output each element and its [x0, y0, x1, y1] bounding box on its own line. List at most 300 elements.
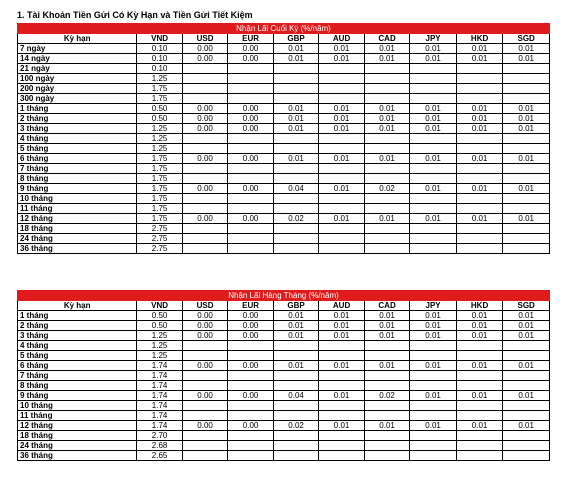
rate-cell: 0.00	[228, 321, 274, 331]
rate-cell	[456, 74, 503, 84]
term-cell: 10 tháng	[18, 401, 137, 411]
table-row	[18, 371, 550, 381]
rate-cell: 0.02	[364, 391, 410, 401]
rate-cell	[503, 224, 550, 234]
column-header: VND	[137, 34, 183, 44]
term-cell: 7 tháng	[18, 371, 137, 381]
table-row	[18, 74, 550, 84]
rate-cell	[228, 144, 274, 154]
rate-cell: 1.75	[137, 84, 183, 94]
rate-cell	[228, 164, 274, 174]
rate-cell	[456, 84, 503, 94]
rate-cell	[410, 144, 457, 154]
rate-cell: 0.01	[273, 54, 319, 64]
rate-cell: 1.25	[137, 341, 183, 351]
rate-cell: 0.01	[503, 214, 550, 224]
term-cell: 21 ngày	[18, 64, 137, 74]
rate-cell	[182, 431, 228, 441]
table-band-title: Nhận Lãi Cuối Kỳ (%/năm)	[18, 24, 550, 34]
rate-cell	[456, 164, 503, 174]
rate-cell: 0.01	[503, 184, 550, 194]
rate-cell	[456, 194, 503, 204]
rate-cell	[364, 341, 410, 351]
rate-cell	[364, 64, 410, 74]
rate-cell	[319, 64, 365, 74]
rate-cell: 1.25	[137, 74, 183, 84]
rate-cell: 1.75	[137, 174, 183, 184]
rate-cell	[319, 74, 365, 84]
rate-cell	[456, 204, 503, 214]
rate-cell	[364, 451, 410, 461]
rate-cell: 0.00	[182, 321, 228, 331]
rates-table-monthly	[17, 290, 550, 461]
rate-cell	[319, 164, 365, 174]
rate-cell	[182, 371, 228, 381]
table-row	[18, 421, 550, 431]
rate-cell	[273, 164, 319, 174]
rate-cell: 0.50	[137, 114, 183, 124]
rate-cell: 0.01	[410, 114, 457, 124]
rate-cell	[410, 84, 457, 94]
table-row	[18, 54, 550, 64]
rate-cell: 0.01	[503, 44, 550, 54]
rate-cell: 0.01	[456, 214, 503, 224]
rate-cell	[503, 194, 550, 204]
table-row	[18, 451, 550, 461]
rate-cell: 0.00	[228, 104, 274, 114]
term-cell: 7 ngày	[18, 44, 137, 54]
rate-cell: 0.01	[364, 311, 410, 321]
rate-cell: 0.00	[182, 154, 228, 164]
rate-cell	[273, 451, 319, 461]
term-cell: 7 tháng	[18, 164, 137, 174]
rate-cell: 0.00	[182, 311, 228, 321]
rate-cell: 0.01	[503, 361, 550, 371]
table-row	[18, 224, 550, 234]
column-header: HKD	[456, 301, 503, 311]
rate-cell: 0.01	[273, 104, 319, 114]
rate-cell	[319, 94, 365, 104]
rate-cell	[456, 401, 503, 411]
rate-cell	[456, 411, 503, 421]
table-row	[18, 391, 550, 401]
rate-cell: 1.75	[137, 154, 183, 164]
table-row	[18, 194, 550, 204]
rate-cell: 0.01	[273, 311, 319, 321]
rate-cell: 0.00	[228, 54, 274, 64]
rate-cell	[182, 411, 228, 421]
rate-cell	[182, 341, 228, 351]
rate-cell	[503, 351, 550, 361]
rate-cell	[228, 234, 274, 244]
term-cell: 3 tháng	[18, 124, 137, 134]
rate-cell	[456, 431, 503, 441]
table-row	[18, 94, 550, 104]
rate-cell: 0.01	[456, 184, 503, 194]
rate-cell	[456, 381, 503, 391]
column-header: EUR	[228, 34, 274, 44]
rate-cell: 0.01	[503, 124, 550, 134]
term-cell: 36 tháng	[18, 244, 137, 254]
rate-cell: 0.00	[228, 421, 274, 431]
column-header: CAD	[364, 301, 410, 311]
rate-cell	[273, 144, 319, 154]
rate-cell: 0.01	[364, 321, 410, 331]
table-row	[18, 311, 550, 321]
table-row	[18, 331, 550, 341]
rate-cell	[456, 371, 503, 381]
rate-cell: 0.00	[228, 114, 274, 124]
rate-cell	[319, 194, 365, 204]
rate-cell	[410, 244, 457, 254]
rate-cell	[456, 341, 503, 351]
rate-cell	[410, 74, 457, 84]
rate-cell: 0.01	[319, 321, 365, 331]
rate-cell	[503, 64, 550, 74]
table-row	[18, 174, 550, 184]
rate-cell: 0.00	[228, 44, 274, 54]
rate-cell	[364, 401, 410, 411]
rate-cell: 0.01	[273, 114, 319, 124]
rate-cell	[228, 401, 274, 411]
rate-cell	[364, 411, 410, 421]
rate-cell: 0.01	[364, 44, 410, 54]
rate-cell: 1.25	[137, 331, 183, 341]
rate-cell: 0.01	[503, 154, 550, 164]
rate-cell: 0.01	[410, 361, 457, 371]
rate-cell: 0.00	[228, 331, 274, 341]
rate-cell	[456, 134, 503, 144]
rate-cell	[364, 144, 410, 154]
rate-cell: 0.01	[319, 154, 365, 164]
column-header: Kỳ hạn	[18, 301, 137, 311]
rate-cell	[503, 401, 550, 411]
rate-cell	[319, 174, 365, 184]
term-cell: 24 tháng	[18, 234, 137, 244]
rate-cell	[273, 371, 319, 381]
column-header: EUR	[228, 301, 274, 311]
rate-cell: 0.01	[319, 421, 365, 431]
term-cell: 8 tháng	[18, 174, 137, 184]
rate-cell	[410, 371, 457, 381]
rate-cell	[228, 244, 274, 254]
rate-cell	[228, 351, 274, 361]
rate-cell	[319, 401, 365, 411]
rate-cell: 0.10	[137, 64, 183, 74]
term-cell: 6 tháng	[18, 154, 137, 164]
rate-cell	[228, 174, 274, 184]
rate-cell	[228, 94, 274, 104]
rate-cell: 0.01	[456, 421, 503, 431]
rate-cell	[410, 164, 457, 174]
rate-cell	[364, 74, 410, 84]
rate-cell: 0.01	[456, 44, 503, 54]
rate-cell	[364, 204, 410, 214]
table-row	[18, 104, 550, 114]
rate-cell: 0.01	[273, 361, 319, 371]
table-row	[18, 381, 550, 391]
column-header: JPY	[410, 301, 457, 311]
rate-cell: 0.01	[364, 114, 410, 124]
rate-cell: 0.01	[319, 114, 365, 124]
rate-cell: 1.74	[137, 361, 183, 371]
rate-cell	[410, 194, 457, 204]
rate-cell	[410, 451, 457, 461]
rate-cell	[273, 381, 319, 391]
rate-cell: 0.00	[228, 154, 274, 164]
rate-cell	[273, 351, 319, 361]
rate-cell: 1.74	[137, 411, 183, 421]
rate-cell	[364, 174, 410, 184]
rate-cell	[364, 164, 410, 174]
rate-cell: 0.00	[182, 331, 228, 341]
rate-cell: 0.01	[503, 321, 550, 331]
rate-cell	[182, 381, 228, 391]
rate-cell	[319, 381, 365, 391]
rate-cell: 0.01	[503, 311, 550, 321]
rate-cell	[503, 94, 550, 104]
rate-cell	[364, 431, 410, 441]
table-row	[18, 361, 550, 371]
rate-cell: 0.01	[319, 361, 365, 371]
rate-cell: 0.04	[273, 184, 319, 194]
rate-cell: 2.68	[137, 441, 183, 451]
rate-cell	[456, 174, 503, 184]
term-cell: 100 ngày	[18, 74, 137, 84]
term-cell: 5 tháng	[18, 144, 137, 154]
rate-cell	[182, 134, 228, 144]
rate-cell	[182, 224, 228, 234]
rate-cell	[319, 224, 365, 234]
column-header: AUD	[319, 301, 365, 311]
table-band-title: Nhận Lãi Hàng Tháng (%/năm)	[18, 291, 550, 301]
rate-cell: 2.70	[137, 431, 183, 441]
rates-table-end-of-term	[17, 23, 550, 254]
rate-cell	[273, 94, 319, 104]
rate-cell: 0.01	[410, 184, 457, 194]
rate-cell	[410, 224, 457, 234]
rate-cell	[503, 411, 550, 421]
term-cell: 2 tháng	[18, 321, 137, 331]
column-header: VND	[137, 301, 183, 311]
rate-cell	[364, 381, 410, 391]
table-row	[18, 184, 550, 194]
rate-cell: 0.00	[228, 391, 274, 401]
rate-cell: 0.01	[273, 321, 319, 331]
term-cell: 14 ngày	[18, 54, 137, 64]
table-row	[18, 321, 550, 331]
rate-cell	[503, 451, 550, 461]
rate-cell	[456, 224, 503, 234]
rate-cell: 0.00	[228, 124, 274, 134]
rate-cell	[319, 134, 365, 144]
term-cell: 12 tháng	[18, 214, 137, 224]
rate-cell: 1.75	[137, 164, 183, 174]
rate-cell: 1.74	[137, 421, 183, 431]
rate-cell	[410, 411, 457, 421]
rate-cell	[319, 411, 365, 421]
rate-cell	[319, 371, 365, 381]
rate-cell: 0.00	[182, 361, 228, 371]
table-row	[18, 214, 550, 224]
rate-cell: 0.01	[410, 124, 457, 134]
rate-cell: 1.74	[137, 391, 183, 401]
rate-cell	[182, 144, 228, 154]
rate-cell	[228, 204, 274, 214]
rate-cell	[410, 134, 457, 144]
table-row	[18, 411, 550, 421]
rate-cell: 0.01	[364, 104, 410, 114]
rate-cell: 2.75	[137, 234, 183, 244]
table-row	[18, 351, 550, 361]
rate-cell: 1.74	[137, 401, 183, 411]
rate-cell: 1.75	[137, 204, 183, 214]
rate-cell: 0.01	[319, 184, 365, 194]
term-cell: 300 ngày	[18, 94, 137, 104]
rate-cell: 0.01	[364, 214, 410, 224]
rate-cell	[503, 164, 550, 174]
term-cell: 200 ngày	[18, 84, 137, 94]
rate-cell	[410, 204, 457, 214]
column-header: GBP	[273, 34, 319, 44]
column-header: AUD	[319, 34, 365, 44]
rate-cell	[228, 411, 274, 421]
table-row	[18, 84, 550, 94]
rate-cell	[273, 244, 319, 254]
rate-cell	[364, 351, 410, 361]
rate-cell: 0.00	[182, 44, 228, 54]
rate-cell: 0.01	[503, 54, 550, 64]
column-header: JPY	[410, 34, 457, 44]
rate-cell: 0.00	[182, 421, 228, 431]
rate-cell	[182, 234, 228, 244]
rate-cell	[364, 244, 410, 254]
rate-cell: 1.74	[137, 371, 183, 381]
rate-cell	[503, 441, 550, 451]
rate-cell: 1.25	[137, 134, 183, 144]
rate-cell	[182, 401, 228, 411]
rate-cell: 0.50	[137, 104, 183, 114]
rate-cell: 0.01	[319, 104, 365, 114]
term-cell: 18 tháng	[18, 224, 137, 234]
rate-cell	[273, 341, 319, 351]
rate-cell	[273, 224, 319, 234]
table-row	[18, 431, 550, 441]
rate-cell: 0.01	[456, 321, 503, 331]
rate-cell	[182, 164, 228, 174]
rate-cell	[410, 341, 457, 351]
rate-cell: 0.01	[503, 114, 550, 124]
rate-cell	[228, 134, 274, 144]
rate-cell: 0.01	[364, 154, 410, 164]
rate-cell	[319, 234, 365, 244]
rate-cell	[410, 431, 457, 441]
rate-cell	[228, 371, 274, 381]
rate-cell	[228, 441, 274, 451]
rate-cell: 0.01	[410, 421, 457, 431]
rate-cell: 2.65	[137, 451, 183, 461]
column-header: SGD	[503, 34, 550, 44]
rate-cell	[182, 441, 228, 451]
column-header: SGD	[503, 301, 550, 311]
rate-cell	[228, 74, 274, 84]
rate-cell	[228, 84, 274, 94]
rate-cell	[410, 401, 457, 411]
rate-cell: 0.00	[228, 361, 274, 371]
rate-cell: 0.01	[410, 311, 457, 321]
rate-cell: 0.02	[273, 421, 319, 431]
rate-cell: 0.02	[364, 184, 410, 194]
rate-cell	[228, 64, 274, 74]
term-cell: 3 tháng	[18, 331, 137, 341]
rate-cell	[182, 74, 228, 84]
rate-cell: 0.00	[182, 114, 228, 124]
rate-cell: 0.00	[228, 214, 274, 224]
rate-cell: 0.01	[364, 361, 410, 371]
rate-cell	[182, 351, 228, 361]
rate-cell: 0.01	[410, 331, 457, 341]
rate-cell: 0.01	[364, 54, 410, 64]
rate-cell: 0.00	[182, 124, 228, 134]
table-row	[18, 114, 550, 124]
table-row	[18, 164, 550, 174]
rate-cell	[319, 441, 365, 451]
rate-cell	[364, 84, 410, 94]
rate-cell: 0.00	[182, 54, 228, 64]
rate-cell	[319, 84, 365, 94]
term-cell: 2 tháng	[18, 114, 137, 124]
rate-cell	[228, 451, 274, 461]
rate-cell: 0.01	[410, 154, 457, 164]
rate-cell	[503, 371, 550, 381]
rate-cell: 0.01	[410, 44, 457, 54]
rate-cell	[364, 224, 410, 234]
rate-cell	[319, 431, 365, 441]
column-header: HKD	[456, 34, 503, 44]
rate-cell: 0.01	[456, 311, 503, 321]
rate-cell	[228, 341, 274, 351]
column-header: USD	[182, 301, 228, 311]
rate-cell	[503, 74, 550, 84]
column-header: Kỳ hạn	[18, 34, 137, 44]
rate-cell: 0.01	[410, 214, 457, 224]
rate-cell: 0.01	[319, 311, 365, 321]
rate-cell	[503, 174, 550, 184]
rate-cell	[364, 134, 410, 144]
rate-cell	[182, 94, 228, 104]
rate-cell	[410, 441, 457, 451]
rate-cell: 1.75	[137, 214, 183, 224]
rate-cell: 0.01	[456, 154, 503, 164]
table-row	[18, 234, 550, 244]
rate-cell: 0.01	[273, 124, 319, 134]
term-cell: 24 tháng	[18, 441, 137, 451]
rate-cell: 0.01	[503, 391, 550, 401]
rate-cell: 0.01	[319, 391, 365, 401]
rate-cell: 0.01	[410, 104, 457, 114]
column-header: GBP	[273, 301, 319, 311]
term-cell: 8 tháng	[18, 381, 137, 391]
rate-cell	[273, 74, 319, 84]
rate-cell: 0.00	[182, 391, 228, 401]
rate-cell: 0.01	[364, 331, 410, 341]
rate-cell: 0.01	[410, 321, 457, 331]
term-cell: 4 tháng	[18, 134, 137, 144]
rate-cell: 0.10	[137, 44, 183, 54]
rate-cell: 2.75	[137, 224, 183, 234]
rate-cell	[273, 411, 319, 421]
rate-cell: 1.25	[137, 124, 183, 134]
